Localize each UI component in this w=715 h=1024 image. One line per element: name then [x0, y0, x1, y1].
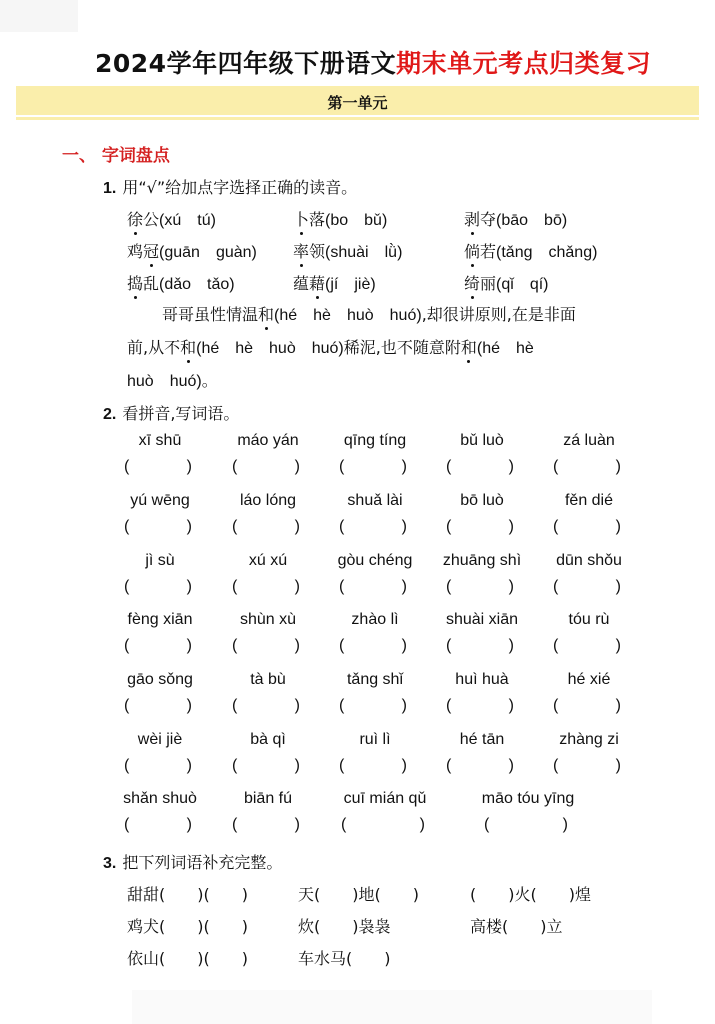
- dotted-char: 冠: [143, 239, 159, 262]
- text: 鸡: [127, 242, 144, 261]
- answer-blank[interactable]: ( ): [124, 757, 192, 774]
- pinyin-label: tà bù: [250, 671, 286, 688]
- dotted-char: 捣: [127, 271, 143, 294]
- pinyin-label: jì sù: [145, 552, 175, 569]
- pinyin-label: dūn shǒu: [556, 552, 622, 569]
- pinyin-label: máo yán: [237, 432, 299, 449]
- answer-blank[interactable]: ( ): [553, 458, 621, 475]
- pinyin-label: tóu rù: [568, 611, 610, 628]
- dotted-char: 卜: [293, 207, 309, 230]
- pinyin-label: yú wēng: [130, 492, 190, 509]
- pinyin-options[interactable]: (tǎng chǎng): [496, 244, 598, 261]
- answer-blank[interactable]: ( ): [124, 697, 192, 714]
- pinyin-label: māo tóu yīng: [481, 790, 575, 807]
- question-3: [103, 850, 282, 873]
- pinyin-label: zhàng zi: [559, 731, 619, 748]
- pinyin-options[interactable]: (bāo bō): [496, 212, 568, 229]
- pinyin-label: huì huà: [455, 671, 509, 688]
- answer-blank[interactable]: ( ): [124, 578, 192, 595]
- section-title: 一、 字词盘点: [62, 146, 170, 166]
- pinyin-options: (hé hè huò huó): [196, 340, 344, 357]
- idiom-fill-item[interactable]: 甜甜( )( ): [127, 885, 248, 904]
- answer-blank[interactable]: ( ): [232, 816, 300, 833]
- question-prompt: 用“√”给加点字选择正确的读音。: [122, 178, 358, 197]
- answer-blank[interactable]: ( ): [124, 458, 192, 475]
- answer-blank[interactable]: ( ): [232, 697, 300, 714]
- q1-paragraph-line-3: huò huó)。: [127, 373, 218, 390]
- pinyin-options[interactable]: (xú tú): [159, 212, 216, 229]
- pinyin-label: wèi jiè: [137, 731, 183, 748]
- answer-blank[interactable]: ( ): [124, 518, 192, 535]
- answer-blank[interactable]: ( ): [124, 637, 192, 654]
- question-number: 3.: [103, 855, 117, 872]
- text: ,却很讲原则,在是非面: [421, 305, 576, 324]
- question-prompt: 把下列词语补充完整。: [122, 853, 283, 872]
- answer-blank[interactable]: ( ): [446, 637, 514, 654]
- pinyin-options[interactable]: (jí jiè): [325, 276, 376, 293]
- answer-blank[interactable]: ( ): [339, 578, 407, 595]
- idiom-fill-item[interactable]: 车水马( ): [298, 949, 391, 968]
- text: 蕴: [293, 274, 310, 293]
- pinyin-label: hé tān: [459, 731, 505, 748]
- pinyin-options[interactable]: (dǎo tǎo): [159, 276, 235, 293]
- reading-item: [293, 239, 402, 262]
- dotted-char: 和: [180, 335, 196, 358]
- reading-item: [464, 271, 549, 294]
- pinyin-label: ruì lì: [359, 731, 391, 748]
- text: 夺: [480, 210, 497, 229]
- answer-blank[interactable]: ( ): [446, 458, 514, 475]
- text: 稀泥,也不随意附: [343, 338, 461, 357]
- pinyin-label: bō luò: [460, 492, 504, 509]
- pinyin-options[interactable]: (qǐ qí): [496, 276, 549, 293]
- unit-banner-underline: [16, 117, 699, 120]
- idiom-fill-item[interactable]: 高楼( )立: [470, 917, 563, 936]
- scan-bottom-artifact: [132, 990, 652, 1024]
- title-black-part: 2024学年四年级下册语文: [95, 49, 397, 78]
- q1-paragraph-line-2: [127, 335, 534, 358]
- dotted-char: 倘: [464, 239, 480, 262]
- answer-blank[interactable]: ( ): [484, 816, 568, 833]
- answer-blank[interactable]: ( ): [339, 458, 407, 475]
- answer-blank[interactable]: ( ): [339, 518, 407, 535]
- answer-blank[interactable]: ( ): [232, 458, 300, 475]
- page-title: [95, 44, 651, 80]
- text: 乱: [143, 274, 160, 293]
- title-red-part: 期末单元考点归类复习: [396, 49, 652, 78]
- answer-blank[interactable]: ( ): [124, 816, 192, 833]
- idiom-fill-item[interactable]: 鸡犬( )( ): [127, 917, 248, 936]
- pinyin-label: qīng tíng: [343, 432, 407, 449]
- text: 领: [309, 242, 326, 261]
- pinyin-label: zhuāng shì: [442, 552, 522, 569]
- text: 前,从不: [127, 338, 181, 357]
- answer-blank[interactable]: ( ): [341, 816, 425, 833]
- q1-paragraph-line-1: [162, 302, 576, 325]
- pinyin-label: xú xú: [248, 552, 288, 569]
- pinyin-label: cuī mián qǔ: [343, 790, 427, 807]
- answer-blank[interactable]: ( ): [232, 578, 300, 595]
- pinyin-label: xī shū: [138, 432, 182, 449]
- text: 丽: [480, 274, 497, 293]
- reading-item: [127, 239, 257, 262]
- answer-blank[interactable]: ( ): [553, 637, 621, 654]
- idiom-fill-item[interactable]: 天( )地( ): [298, 885, 419, 904]
- pinyin-options: (hé hè huò huó): [274, 307, 422, 324]
- pinyin-label: zá luàn: [563, 432, 615, 449]
- dotted-char: 和: [461, 335, 477, 358]
- pinyin-label: shǎn shuò: [123, 790, 197, 807]
- question-1: [103, 175, 357, 198]
- question-2: [103, 401, 239, 424]
- dotted-char: 绮: [464, 271, 480, 294]
- scan-corner-artifact: [0, 0, 78, 32]
- unit-label: 第一单元: [327, 94, 388, 112]
- answer-blank[interactable]: ( ): [446, 697, 514, 714]
- pinyin-label: shuǎ lài: [347, 492, 403, 509]
- answer-blank[interactable]: ( ): [232, 637, 300, 654]
- answer-blank[interactable]: ( ): [232, 518, 300, 535]
- answer-blank[interactable]: ( ): [553, 518, 621, 535]
- reading-item: [127, 271, 235, 294]
- pinyin-label: biān fú: [243, 790, 293, 807]
- question-number: 1.: [103, 180, 117, 197]
- pinyin-label: gāo sǒng: [127, 671, 193, 688]
- reading-item: [293, 207, 387, 230]
- answer-blank[interactable]: ( ): [553, 578, 621, 595]
- text: 公: [143, 210, 160, 229]
- dotted-char: 率: [293, 239, 309, 262]
- pinyin-label: tǎng shǐ: [346, 671, 404, 688]
- idiom-fill-item[interactable]: 炊( )袅袅: [298, 917, 391, 936]
- pinyin-label: zhào lì: [351, 611, 399, 628]
- answer-blank[interactable]: ( ): [446, 578, 514, 595]
- pinyin-label: gòu chéng: [337, 552, 413, 569]
- idiom-fill-item[interactable]: 依山( )( ): [127, 949, 248, 968]
- text: 若: [480, 242, 497, 261]
- dotted-char: 徐: [127, 207, 143, 230]
- text: 落: [309, 210, 326, 229]
- question-prompt: 看拼音,写词语。: [122, 404, 240, 423]
- reading-item: [293, 271, 376, 294]
- pinyin-label: fèng xiān: [127, 611, 193, 628]
- reading-item: [127, 207, 216, 230]
- question-number: 2.: [103, 406, 117, 423]
- pinyin-options[interactable]: (shuài lǜ): [325, 244, 403, 261]
- dotted-char: 藉: [309, 271, 325, 294]
- pinyin-label: fěn dié: [564, 492, 614, 509]
- pinyin-label: bǔ luò: [460, 432, 504, 449]
- dotted-char: 和: [258, 302, 274, 325]
- pinyin-label: bà qì: [250, 731, 286, 748]
- pinyin-options[interactable]: (guān guàn): [159, 244, 257, 261]
- answer-blank[interactable]: ( ): [339, 697, 407, 714]
- answer-blank[interactable]: ( ): [232, 757, 300, 774]
- answer-blank[interactable]: ( ): [446, 757, 514, 774]
- pinyin-label: láo lóng: [239, 492, 297, 509]
- pinyin-options[interactable]: (bo bǔ): [325, 212, 388, 229]
- idiom-fill-item[interactable]: ( )火( )煌: [470, 885, 591, 904]
- pinyin-label: shuài xiān: [445, 611, 519, 628]
- pinyin-label: hé xié: [567, 671, 611, 688]
- answer-blank[interactable]: ( ): [339, 637, 407, 654]
- reading-item: [464, 239, 597, 262]
- answer-blank[interactable]: ( ): [446, 518, 514, 535]
- dotted-char: 剥: [464, 207, 480, 230]
- pinyin-label: shùn xù: [239, 611, 297, 628]
- answer-blank[interactable]: ( ): [553, 697, 621, 714]
- answer-blank[interactable]: ( ): [553, 757, 621, 774]
- pinyin-options: (hé hè: [476, 340, 534, 357]
- answer-blank[interactable]: ( ): [339, 757, 407, 774]
- reading-item: [464, 207, 567, 230]
- text: 哥哥虽性情温: [162, 305, 259, 324]
